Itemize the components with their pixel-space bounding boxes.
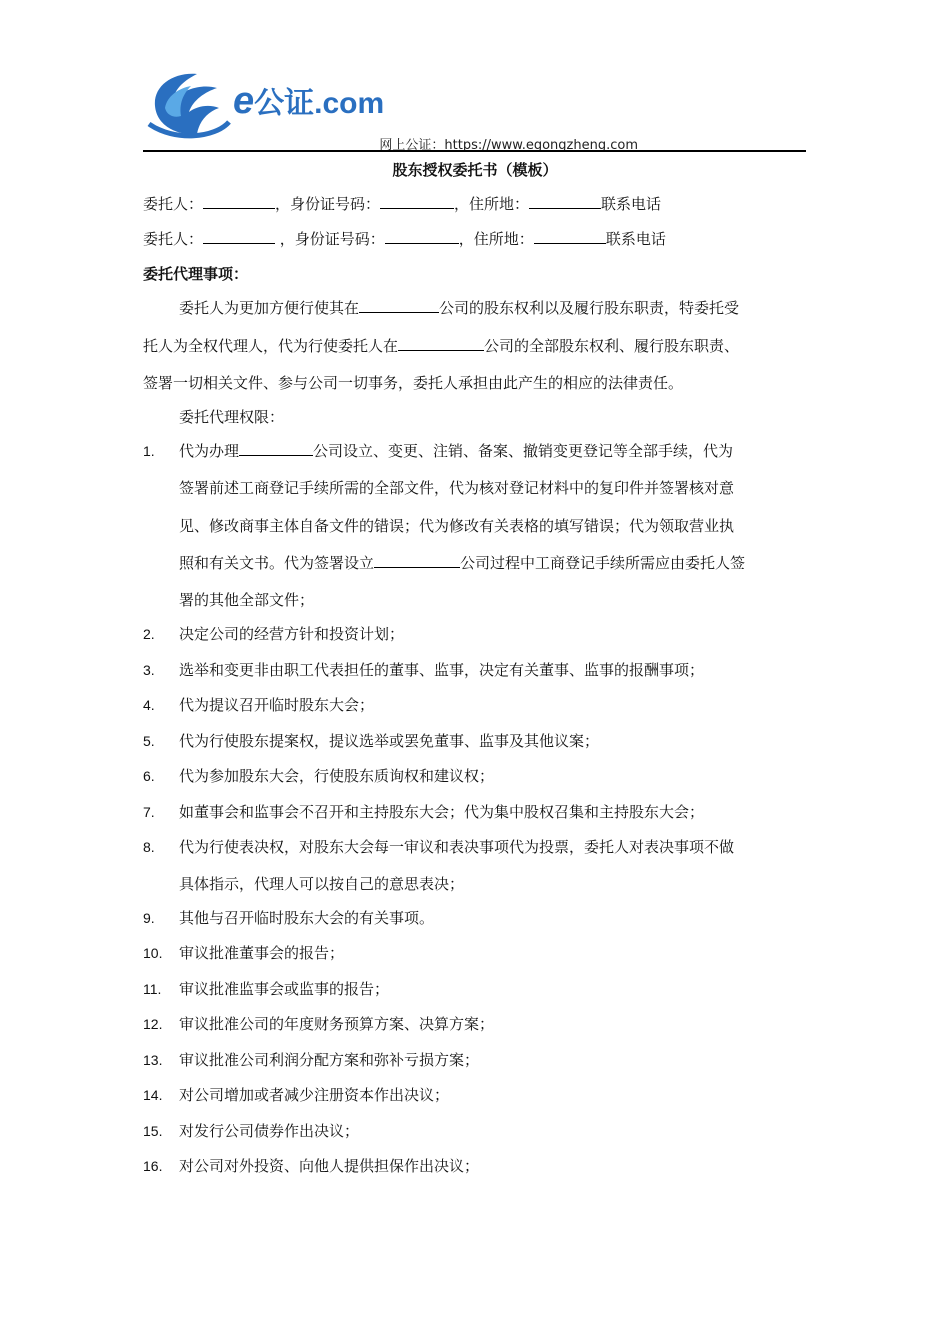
site-url: 网上公证：https://www.egongzheng.com [379,138,638,153]
document-title: 股东授权委托书（模板） [392,161,558,179]
party-line-2: 委托人： ，身份证号码： ，住所地： 联系电话 [143,230,666,248]
logo-wing-shape [155,74,219,134]
name-blank [203,194,275,209]
logo-wordmark [233,78,384,123]
para1-line1: 委托人为更加方便行使其在 公司的股东权利以及履行股东职责，特委托受 [179,299,740,317]
para1-line3: 签署一切相关文件、参与公司一切事务，委托人承担由此产生的相应的法律责任。 [143,374,684,392]
logo-rest: 公证.com [254,87,385,120]
company-blank [398,336,484,351]
address-blank [534,229,606,244]
para1-line2: 托人为全权代理人，代为行使委托人在 公司的全部股东权利、履行股东职责、 [143,337,740,355]
company-blank [374,553,460,568]
header-rule [143,150,806,152]
section-heading: 委托代理事项： [143,265,249,283]
company-blank [359,298,439,313]
name-blank [203,229,275,244]
id-blank [385,229,459,244]
page-header [143,62,806,154]
id-blank [380,194,454,209]
logo-e: e [233,80,255,122]
company-blank [239,441,313,456]
authority-heading: 委托代理权限： [179,408,285,426]
party-line-1: 委托人： ，身份证号码： ，住所地： 联系电话 [143,195,662,213]
address-blank [529,194,601,209]
